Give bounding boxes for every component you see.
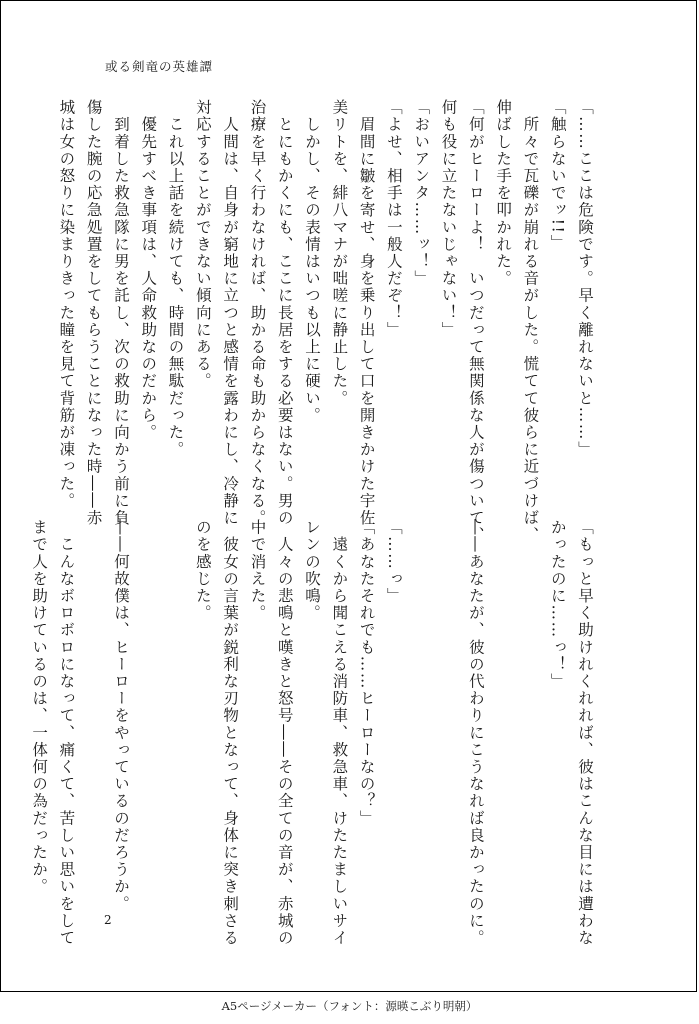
text-line: 「……っ」 (384, 519, 403, 605)
blank-line (516, 519, 543, 897)
text-line: まで人を助けているのは、一体何の為だったか。 (30, 519, 49, 896)
blank-line (407, 519, 434, 897)
text-line: 何も役に立たないじゃない！」 (439, 99, 458, 339)
text-line: のを感じた。 (193, 519, 212, 622)
book-title: 或る剣竜の英雄譚 (105, 59, 214, 74)
text-line: 傷した腕の応急処置をしてもらうことになった時――赤 (84, 99, 103, 527)
text-line: 彼女の言葉が鋭利な刃物となって、身体に突き刺さる (221, 519, 240, 947)
text-line: 所々で瓦礫が崩れる音がした。慌てて彼らに近づけば、 (521, 99, 540, 544)
footer-credit: A5ページメーカー（フォント：源暎こぶり明朝） (221, 999, 478, 1013)
text-line: 中で消えた。 (248, 519, 267, 622)
text-line: 治療を早く行わなければ、助かる命も助からなくなる。 (248, 99, 267, 527)
text-line: 「何がヒーローよ！ いつだって無関係な人が傷ついて、 (466, 99, 485, 544)
text-line: ――何故僕は、ヒーローをやっているのだろうか。 (111, 519, 130, 913)
text-line: 「もっと早く助けれくれれば、彼はこんな目には遭わな (576, 519, 594, 947)
text-line: 「……ここは危険です。早く離れないと……」 (576, 99, 594, 459)
text-line: しかし、その表情はいつも以上に硬い。 (303, 99, 322, 424)
text-line: 到着した救急隊に男を託し、次の救助に向かう前に負 (111, 99, 130, 527)
text-line: 優先すべき事項は、人命救助なのだから。 (139, 99, 158, 441)
text-line: こんなボロボロになって、痛くて、苦しい思いをして (57, 519, 76, 947)
text-block-upper (57, 99, 598, 544)
text-line: 「触らないでッ!!」 (548, 99, 567, 252)
text-line: 「おいアンタ……ッ！」 (412, 99, 431, 288)
text-line: ――あなたが、彼の代わりにこうなれば良かったのに。 (466, 519, 485, 947)
text-line: 眉間に皺を寄せ、身を乗り出して口を開きかけた宇佐 (357, 99, 376, 527)
blank-line (489, 519, 516, 897)
text-line: とにもかくにも、ここに長居をする必要はない。男の (275, 99, 294, 527)
text-line: 「よせ、相手は一般人だぞ！」 (384, 99, 403, 339)
text-line: 城は女の怒りに染まりきった瞳を見て背筋が凍った。 (57, 99, 76, 510)
text-line: 人々の悲鳴と嘆きと怒号――その全ての音が、赤城の (275, 519, 294, 947)
text-line: 人間は、自身が窮地に立つと感情を露わにし、冷静に (221, 99, 240, 527)
page-number: 2 (104, 913, 112, 927)
text-line: 対応することができない傾向にある。 (193, 99, 212, 390)
text-line: レンの吹鳴。 (303, 519, 322, 622)
blank-line (134, 519, 161, 897)
text-line: 遠くから聞こえる消防車、救急車、けたたましいサイ (330, 519, 349, 947)
text-line: 「あなたそれでも……ヒーローなの？」 (357, 519, 376, 827)
text-block-lower (30, 519, 598, 947)
text-line: これ以上話を続けても、時間の無駄だった。 (166, 99, 185, 459)
text-line: かったのに……っ！」 (548, 519, 567, 690)
blank-line (161, 519, 188, 897)
text-line: 美リトを、緋八マナが咄嗟に静止した。 (330, 99, 349, 407)
blank-line (79, 519, 106, 897)
blank-line (434, 519, 461, 897)
text-line: 伸ばした手を叩かれた。 (494, 99, 513, 288)
